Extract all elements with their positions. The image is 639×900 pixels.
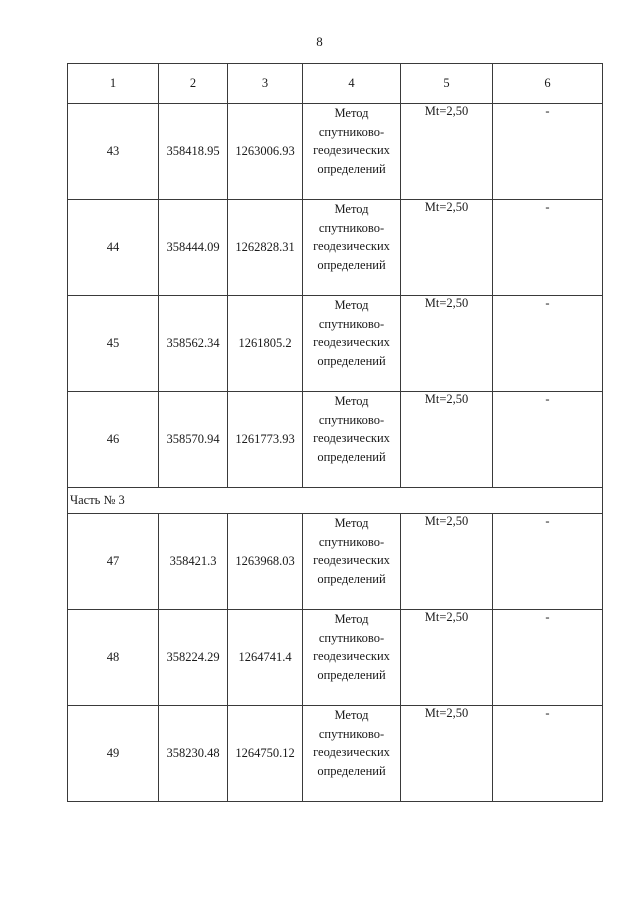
note-cell: - [493,200,603,296]
method-text-line: геодезических [313,649,390,664]
method-text-line: определений [317,353,386,368]
column-header: 3 [228,64,303,104]
method-text-line: спутниково- [318,534,385,549]
x-coordinate-cell: 358570.94 [159,392,228,488]
method-text-line: спутниково- [318,316,385,331]
x-coordinate-cell: 358224.29 [159,610,228,706]
method-cell [303,200,401,296]
table-row [68,706,603,802]
point-number-cell: 49 [68,706,159,802]
method-text-line: спутниково- [318,726,385,741]
method-text-line: спутниково- [318,630,385,645]
method-text-line: спутниково- [318,124,385,139]
x-coordinate-cell: 358230.48 [159,706,228,802]
method-cell [303,296,401,392]
note-cell: - [493,514,603,610]
method-text-line: Метод [334,298,369,312]
page-number: 8 [316,34,323,49]
column-header: 1 [68,64,159,104]
method-text-line: Метод [334,106,369,120]
table-row [68,392,603,488]
point-number-cell: 47 [68,514,159,610]
table-row [68,514,603,610]
method-text-line: определений [317,571,386,586]
note-cell: - [493,706,603,802]
note-cell: - [493,392,603,488]
method-text-line: спутниково- [318,220,385,235]
accuracy-cell: Mt=2,50 [401,610,493,706]
method-cell [303,610,401,706]
method-text-line: определений [317,161,386,176]
y-coordinate-cell: 1263968.03 [228,514,303,610]
method-cell [303,392,401,488]
method-text-line: геодезических [313,143,390,158]
table-row [68,296,603,392]
method-text-line: геодезических [313,239,390,254]
method-text-line: геодезических [313,335,390,350]
method-text-line: определений [317,763,386,778]
method-text-line: геодезических [313,553,390,568]
method-cell [303,104,401,200]
accuracy-cell: Mt=2,50 [401,514,493,610]
y-coordinate-cell: 1262828.31 [228,200,303,296]
accuracy-cell: Mt=2,50 [401,104,493,200]
x-coordinate-cell: 358418.95 [159,104,228,200]
point-number-cell: 46 [68,392,159,488]
x-coordinate-cell: 358444.09 [159,200,228,296]
part-label: Часть № 3 [68,488,603,514]
method-text-line: определений [317,449,386,464]
column-header: 4 [303,64,401,104]
method-text-line: геодезических [313,431,390,446]
method-text-line: Метод [334,516,369,530]
table-row [68,610,603,706]
note-cell: - [493,610,603,706]
coordinates-table [67,63,603,802]
method-text-line: Метод [334,612,369,626]
column-header: 2 [159,64,228,104]
method-cell [303,514,401,610]
column-header: 5 [401,64,493,104]
table-header-row [68,64,603,104]
accuracy-cell: Mt=2,50 [401,296,493,392]
note-cell: - [493,104,603,200]
method-text-line: Метод [334,708,369,722]
accuracy-cell: Mt=2,50 [401,200,493,296]
method-cell [303,706,401,802]
method-text-line: Метод [334,394,369,408]
point-number-cell: 43 [68,104,159,200]
x-coordinate-cell: 358562.34 [159,296,228,392]
column-header: 6 [493,64,603,104]
accuracy-cell: Mt=2,50 [401,706,493,802]
table-row [68,200,603,296]
part-section-row [68,488,603,514]
method-text-line: Метод [334,202,369,216]
y-coordinate-cell: 1261773.93 [228,392,303,488]
y-coordinate-cell: 1264750.12 [228,706,303,802]
table-row [68,104,603,200]
y-coordinate-cell: 1263006.93 [228,104,303,200]
note-cell: - [493,296,603,392]
point-number-cell: 44 [68,200,159,296]
x-coordinate-cell: 358421.3 [159,514,228,610]
method-text-line: определений [317,257,386,272]
point-number-cell: 48 [68,610,159,706]
method-text-line: определений [317,667,386,682]
method-text-line: спутниково- [318,412,385,427]
point-number-cell: 45 [68,296,159,392]
y-coordinate-cell: 1261805.2 [228,296,303,392]
accuracy-cell: Mt=2,50 [401,392,493,488]
method-text-line: геодезических [313,745,390,760]
y-coordinate-cell: 1264741.4 [228,610,303,706]
